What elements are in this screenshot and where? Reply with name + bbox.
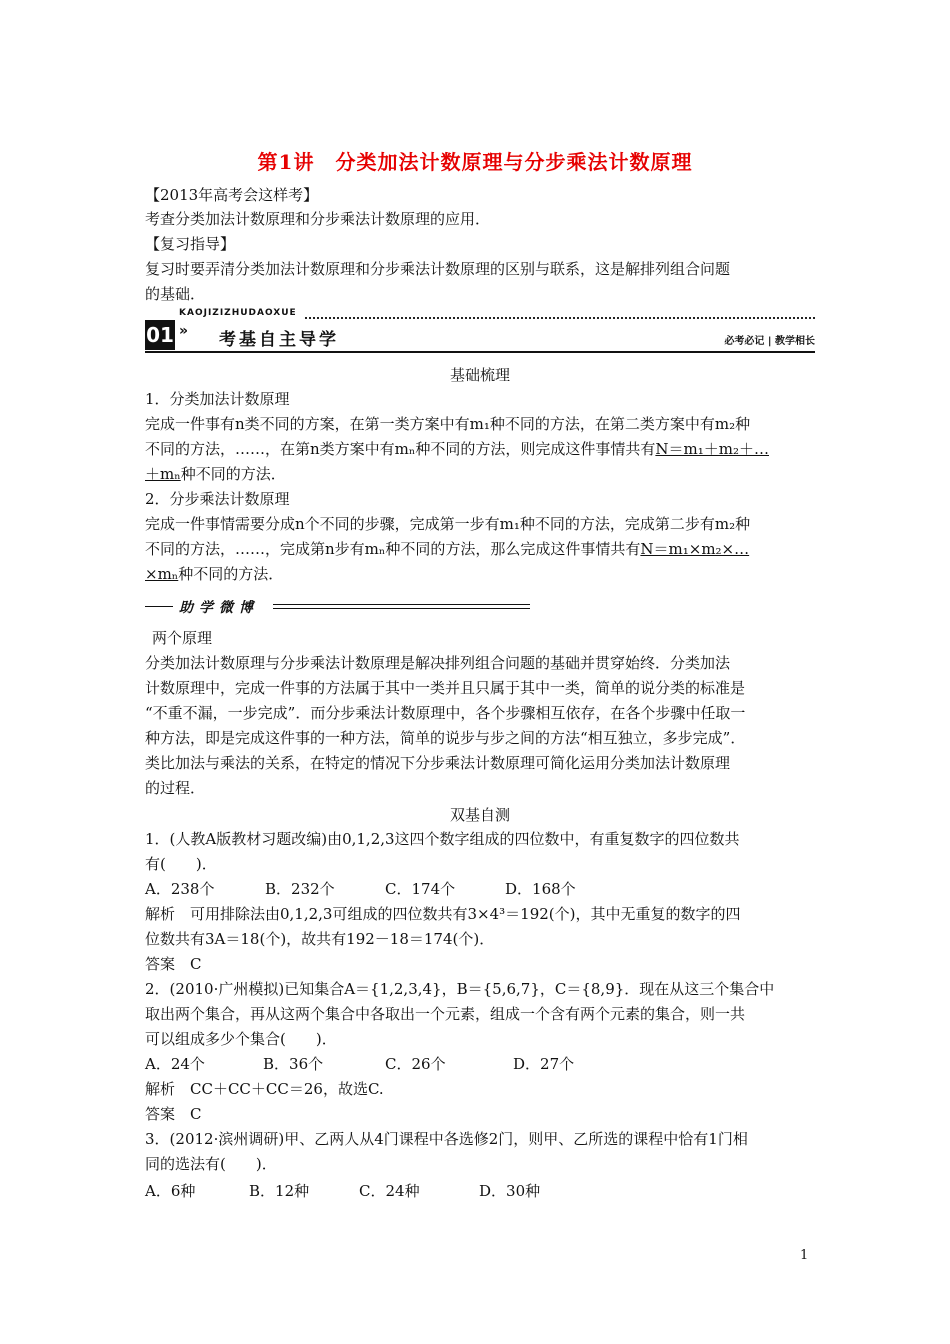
item2-line2 xyxy=(145,539,815,559)
item2-line2-text: 不同的方法，……，完成第n步有mₙ种不同的方法，那么完成这件事情共有 xyxy=(145,540,641,558)
option-b: B．36个 xyxy=(263,1055,324,1073)
helper-line: 分类加法计数原理与分步乘法计数原理是解决排列组合问题的基础并贯穿始终．分类加法 xyxy=(145,654,731,672)
option-a: A．24个 xyxy=(145,1055,205,1073)
option-a: A．238个 xyxy=(145,880,215,898)
answer-1: 答案 C xyxy=(145,955,202,973)
item1-line2-text: 不同的方法，……，在第n类方案中有mₙ种不同的方法，则完成这件事情共有 xyxy=(145,440,656,458)
question-2-cont: 可以组成多少个集合( )． xyxy=(145,1030,337,1048)
question-3-cont: 同的选法有( )． xyxy=(145,1155,277,1173)
banner-rule xyxy=(145,351,815,353)
helper-banner-rule-top xyxy=(273,604,530,605)
exam-header: 【2013年高考会这样考】 xyxy=(145,186,319,204)
question-3: 3．(2012·滨州调研)甲、乙两人从4门课程中各选修2门，则甲、乙所选的课程中恰有1门相 xyxy=(145,1130,748,1148)
helper-banner-text: 助学微博 xyxy=(179,600,259,616)
helper-title: 两个原理 xyxy=(152,629,213,647)
option-c: C．26个 xyxy=(385,1055,446,1073)
option-d: D．30种 xyxy=(479,1182,541,1200)
item2-line3-text: 种不同的方法． xyxy=(178,565,284,583)
banner-pinyin: KAOJIZIZHUDAOXUE xyxy=(179,308,297,318)
option-c: C．174个 xyxy=(385,880,456,898)
item1-title: 1．分类加法计数原理 xyxy=(145,390,290,408)
item2-formula-end: ×mₙ xyxy=(145,565,179,583)
exam-text: 考查分类加法计数原理和分步乘法计数原理的应用． xyxy=(145,210,491,228)
item1-formula: N＝m₁＋m₂＋… xyxy=(655,440,769,458)
option-a: A．6种 xyxy=(145,1182,196,1200)
page-number: 1 xyxy=(800,1248,809,1263)
guide-header: 【复习指导】 xyxy=(145,235,236,253)
helper-line: 计数原理中，完成一件事的方法属于其中一类并且只属于其中一类，简单的说分类的标准是 xyxy=(145,679,746,697)
item1-formula-end: ＋mₙ xyxy=(145,465,181,483)
question-1: 1．(人教A版教材习题改编)由0,1,2,3这四个数字组成的四位数中，有重复数字的四位数共 xyxy=(145,830,740,848)
item1-line2 xyxy=(145,439,815,459)
question-2: 2．(2010·广州模拟)已知集合A＝{1,2,3,4}，B＝{5,6,7}，C＝{8,9}．现在从这三个集合中 xyxy=(145,980,775,998)
helper-line: 类比加法与乘法的关系，在特定的情况下分步乘法计数原理可简化运用分类加法计数原理 xyxy=(145,754,731,772)
helper-line: 种方法，即是完成这件事的一种方法，简单的说步与步之间的方法“相互独立，多步完成”． xyxy=(145,729,746,747)
section-banner xyxy=(145,305,815,353)
item2-line1: 完成一件事情需要分成n个不同的步骤，完成第一步有m₁种不同的方法，完成第二步有m₂种 xyxy=(145,515,751,533)
answer-2: 答案 C xyxy=(145,1105,202,1123)
option-c: C．24种 xyxy=(359,1182,420,1200)
option-b: B．232个 xyxy=(265,880,335,898)
page-title: 第1讲 分类加法计数原理与分步乘法计数原理 xyxy=(257,150,693,174)
banner-number: 01 xyxy=(145,320,175,350)
item2-line3 xyxy=(145,564,815,584)
option-b: B．12种 xyxy=(249,1182,310,1200)
item1-line1: 完成一件事有n类不同的方案，在第一类方案中有m₁种不同的方法，在第二类方案中有m₂种 xyxy=(145,415,751,433)
banner-dotted-line xyxy=(305,317,815,319)
helper-banner-left-rule xyxy=(145,606,173,607)
helper-banner-rule-bottom xyxy=(273,608,530,609)
question-1-cont: 有( )． xyxy=(145,855,217,873)
helper-banner xyxy=(145,597,530,617)
solution-1: 解析 可用排除法由0,1,2,3可组成的四位数共有3×4³＝192(个)，其中无重复的数字的四 xyxy=(145,905,741,923)
helper-line: 的过程． xyxy=(145,779,206,797)
banner-heading: 考基自主导学 xyxy=(219,330,339,350)
question-2-cont: 取出两个集合，再从这两个集合中各取出一个元素，组成一个含有两个元素的集合，则一共 xyxy=(145,1005,746,1023)
guide-text: 复习时要弄清分类加法计数原理和分步乘法计数原理的区别与联系，这是解排列组合问题 xyxy=(145,260,731,278)
selftest-heading: 双基自测 xyxy=(449,806,510,824)
option-d: D．168个 xyxy=(505,880,576,898)
solution-1-cont: 位数共有3A＝18(个)，故共有192－18＝174(个)． xyxy=(145,930,495,948)
chevron-icon: » xyxy=(179,323,189,339)
helper-line: “不重不漏，一步完成”．而分步乘法计数原理中，各个步骤相互依存，在各个步骤中任取一 xyxy=(145,704,746,722)
item2-title: 2．分步乘法计数原理 xyxy=(145,490,290,508)
option-d: D．27个 xyxy=(513,1055,575,1073)
item1-line3-text: 种不同的方法． xyxy=(180,465,286,483)
guide-text-cont: 的基础． xyxy=(145,285,206,303)
banner-right-text: 必考必记 | 教学相长 xyxy=(724,336,815,347)
item2-formula: N＝m₁×m₂×… xyxy=(640,540,750,558)
solution-2: 解析 CC＋CC＋CC＝26，故选C. xyxy=(145,1080,384,1098)
basics-heading: 基础梳理 xyxy=(449,366,510,384)
item1-line3 xyxy=(145,464,815,484)
